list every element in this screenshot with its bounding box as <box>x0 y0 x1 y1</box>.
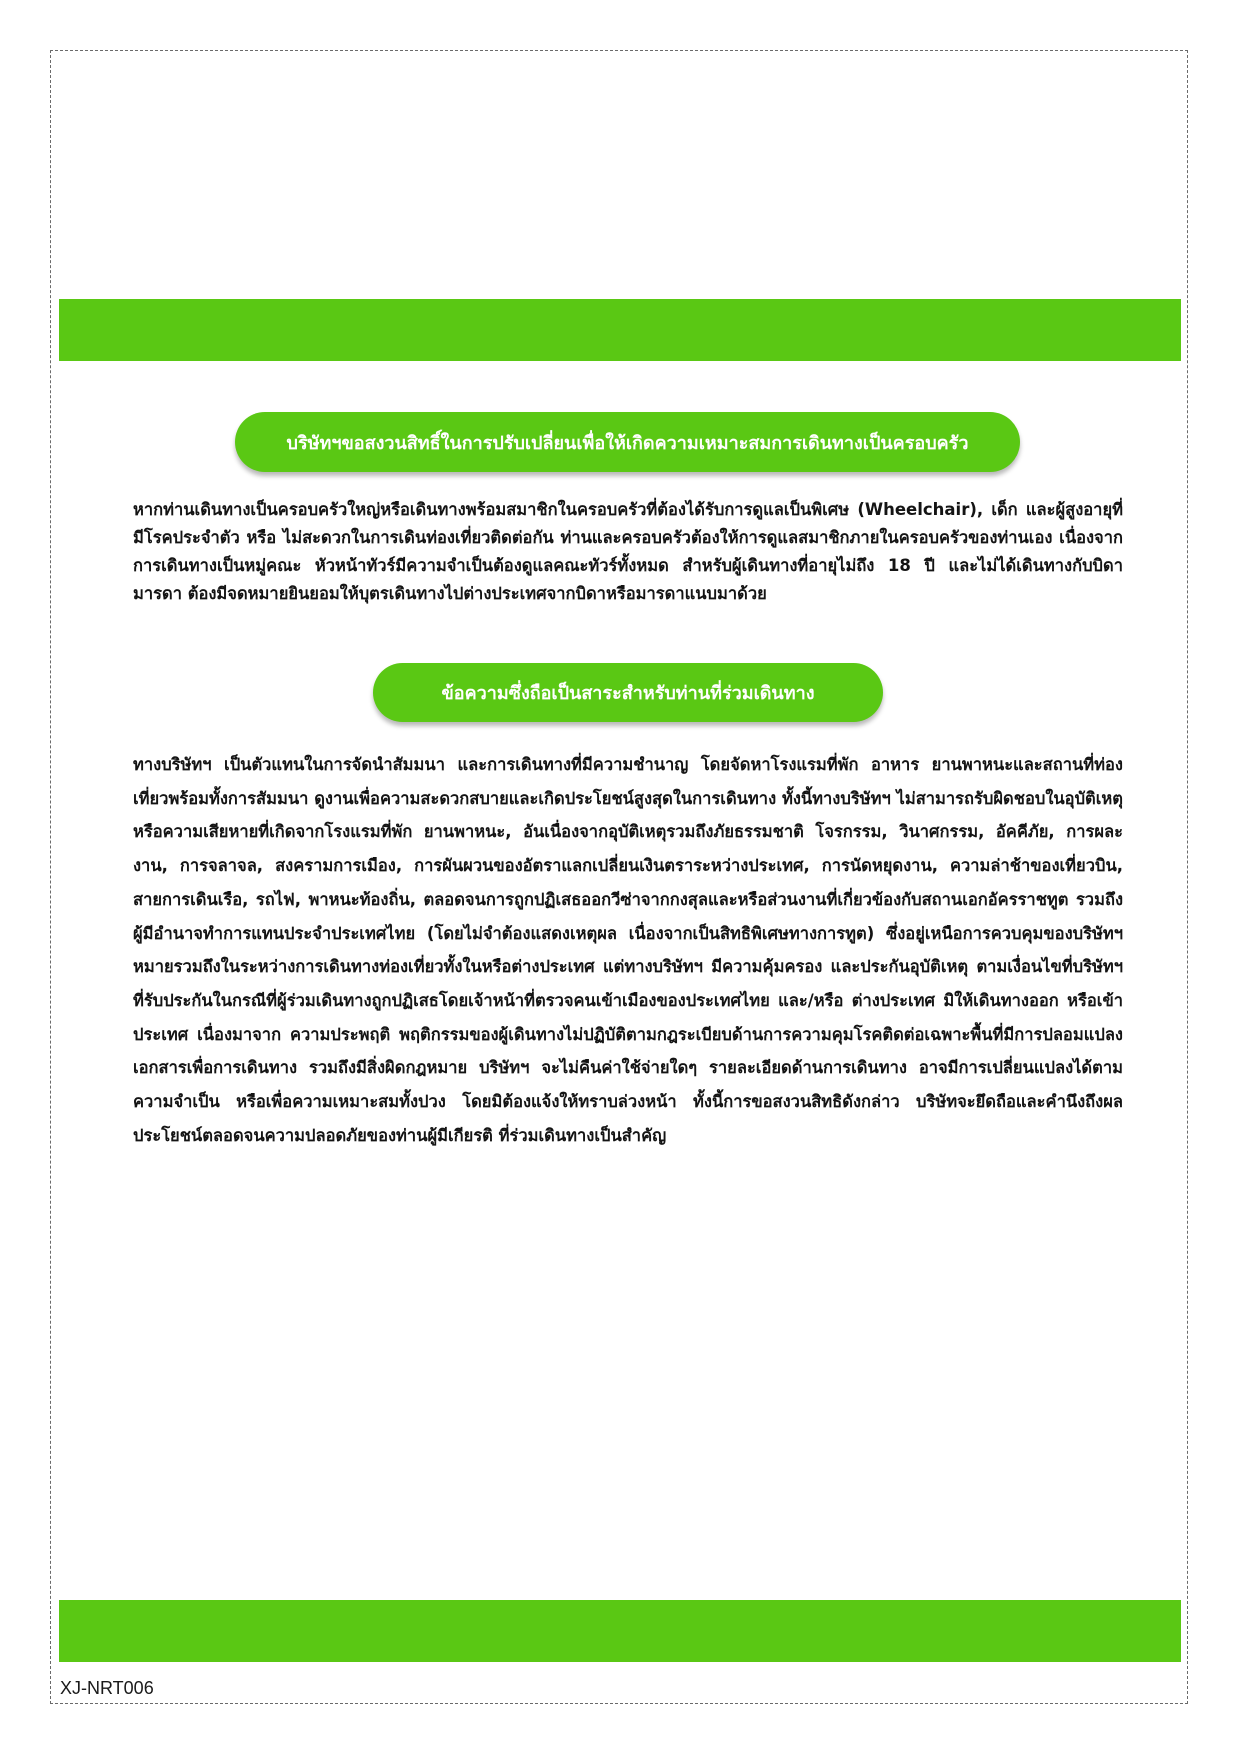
family-travel-paragraph: หากท่านเดินทางเป็นครอบครัวใหญ่หรือเดินทางพร้อมสมาชิกในครอบครัวที่ต้องได้รับการดูแลเป็นพิเศษ (Wheelchair), เด็ก และผู้สูงอายุที่มีโรคประจำตัว หรือ ไม่สะดวกในการเดินท่องเที่ยวติดต่อกัน ท่านและครอบครัวต้องให้การดูแลสมาชิกภายในครอบครัวของท่านเอง เนื่องจากการเดินทางเป็นหมู่คณะ หัวหน้าทัวร์มีความจำเป็นต้องดูแลคณะทัวร์ทั้งหมด สำหรับผู้เดินทางที่อายุไม่ถึง 18 ปี และไม่ได้เดินทางกับบิดา มารดา ต้องมีจดหมายยินยอมให้บุตรเดินทางไปต่างประเทศจากบิดาหรือมารดาแนบมาด้วย <box>133 500 1123 603</box>
section-heading-text: บริษัทฯขอสงวนสิทธิ์ในการปรับเปลี่ยนเพื่อให้เกิดความเหมาะสมการเดินทางเป็นครอบครัว <box>286 432 969 454</box>
section-heading-important-notice <box>373 663 883 722</box>
header-band <box>59 299 1181 361</box>
document-code: XJ-NRT006 <box>60 1678 154 1698</box>
section-heading-text: ข้อความซึ่งถือเป็นสาระสำหรับท่านที่ร่วมเดินทาง <box>441 683 815 704</box>
important-notice-paragraph: ทางบริษัทฯ เป็นตัวแทนในการจัดนำสัมมนา และการเดินทางที่มีความชำนาญ โดยจัดหาโรงแรมที่พัก อาหาร ยานพาหนะและสถานที่ท่องเที่ยวพร้อมทั้งการสัมมนา ดูงานเพื่อความสะดวกสบายและเกิดประโยชน์สูงสุดในการเดินทาง ทั้งนี้ทางบริษัทฯ ไม่สามารถรับผิดชอบในอุบัติเหตุหรือความเสียหายที่เกิดจากโรงแรมที่พัก ยานพาหนะ, อันเนื่องจากอุบัติเหตุรวมถึงภัยธรรมชาติ โจรกรรม, วินาศกรรม, อัคคีภัย, การผละงาน, การจลาจล, สงครามการเมือง, การผันผวนของอัตราแลกเปลี่ยนเงินตราระหว่างประเทศ, การนัดหยุดงาน, ความล่าช้าของเที่ยวบิน, สายการเดินเรือ, รถไฟ, พาหนะท้องถิ่น, ตลอดจนการถูกปฏิเสธออกวีซ่าจากกงสุลและหรือส่วนงานที่เกี่ยวข้องกับสถานเอกอัครราชทูต รวมถึงผู้มีอำนาจทำการแทนประจำประเทศไทย (โดยไม่จำต้องแสดงเหตุผล เนื่องจากเป็นสิทธิพิเศษทางการทูต) ซึ่งอยู่เหนือการควบคุมของบริษัทฯ หมายรวมถึงในระหว่างการเดินทางท่องเที่ยวทั้งในหรือต่างประเทศ แต่ทางบริษัทฯ มีความคุ้มครอง และประกันอุบัติเหตุ ตามเงื่อนไขที่บริษัทฯ ที่รับประกันในกรณีที่ผู้ร่วมเดินทางถูกปฏิเสธโดยเจ้าหน้าที่ตรวจคนเข้าเมืองของประเทศไทย และ/หรือ ต่างประเทศ มิให้เดินทางออก หรือเข้าประเทศ เนื่องมาจาก ความประพฤติ พฤติกรรมของผู้เดินทางไม่ปฏิบัติตามกฎระเบียบด้านการความคุมโรคติดต่อเฉพาะพื้นที่มีการปลอมแปลงเอกสารเพื่อการเดินทาง รวมถึงมีสิ่งผิดกฎหมาย บริษัทฯ จะไม่คืนค่าใช้จ่ายใดๆ รายละเอียดด้านการเดินทาง อาจมีการเปลี่ยนแปลงได้ตามความจำเป็น หรือเพื่อความเหมาะสมทั้งปวง โดยมิต้องแจ้งให้ทราบล่วงหน้า ทั้งนี้การขอสงวนสิทธิดังกล่าว บริษัทจะยึดถือและคำนึงถึงผลประโยชน์ตลอดจนความปลอดภัยของท่านผู้มีเกียรติ ที่ร่วมเดินทางเป็นสำคัญ <box>133 755 1123 1145</box>
section-heading-family-travel <box>235 412 1020 472</box>
footer-band <box>59 1600 1181 1662</box>
